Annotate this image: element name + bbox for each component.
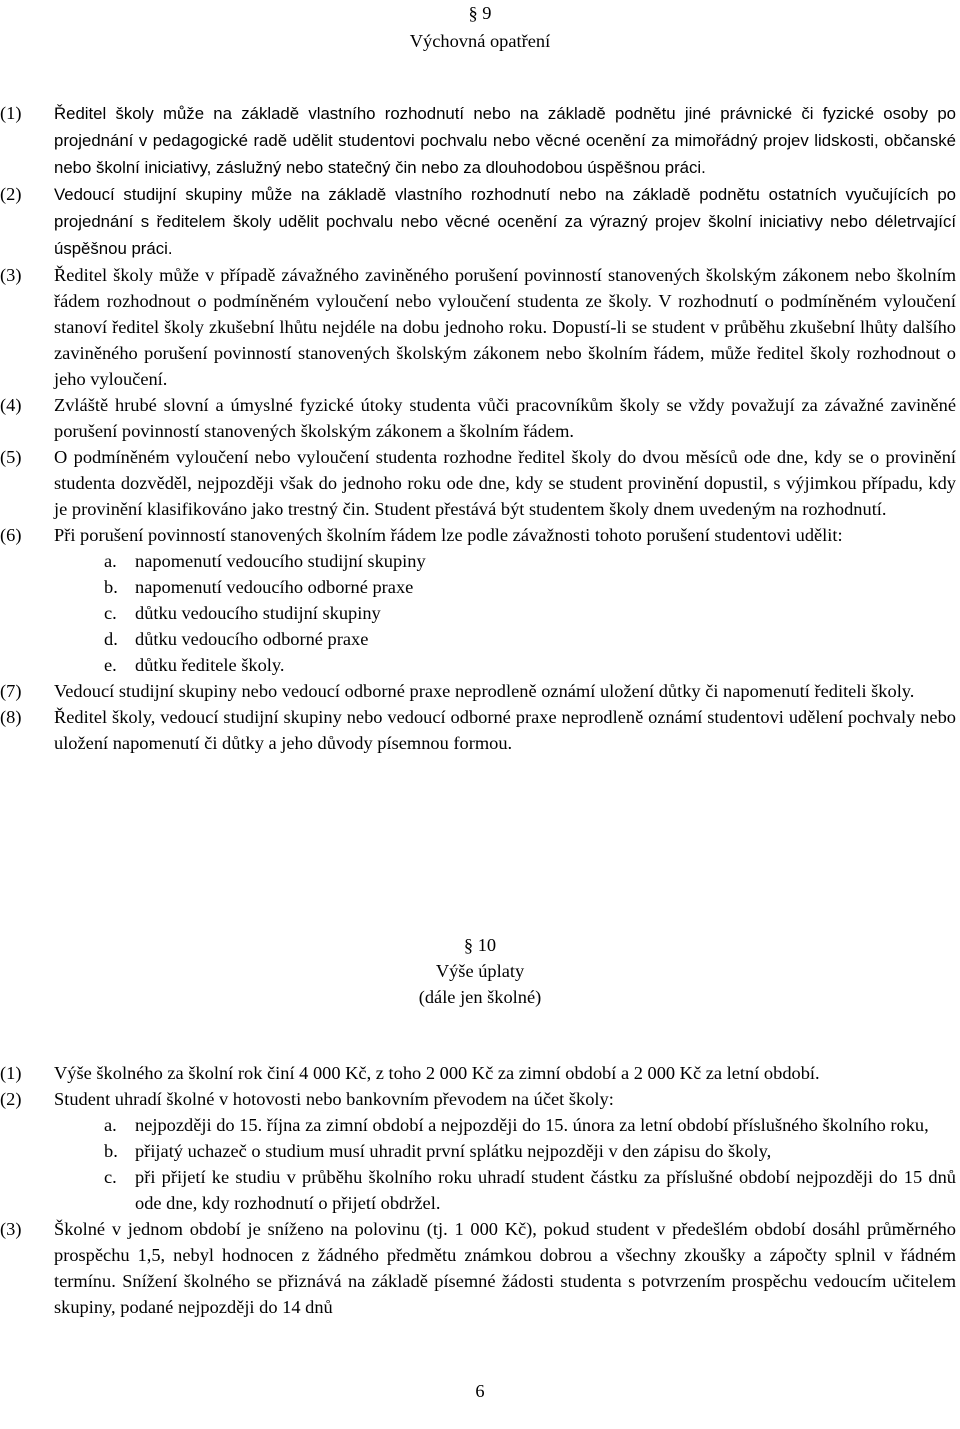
list-item-text: napomenutí vedoucího studijní skupiny [135,551,426,571]
section-9-body [0,100,960,756]
paragraph-text: Ředitel školy, vedoucí studijní skupiny nebo vedoucí odborné praxe neprodleně oznámí studentovi udělení pochvaly nebo uložení napomenutí či důtky a jeho důvody písemnou formou. [54,707,956,753]
section-10-subtitle: (dále jen školné) [418,987,542,1007]
paragraph-9-2 [0,181,960,262]
paragraph-text: Vedoucí studijní skupiny může na základě vlastního rozhodnutí nebo na základě podnětu ostatních vyučujících po projednání s ředitelem školy udělit pochvalu nebo věcné ocenění za výrazný projev školní iniciativy nebo déletrvající úspěšnou práci. [54,185,956,258]
paragraph-number: (2) [0,184,22,204]
paragraph-text: Student uhradí školné v hotovosti nebo bankovním převodem na účet školy: [54,1089,614,1109]
list-marker: c. [104,1167,117,1187]
list-item-10-2-b [0,1138,960,1164]
paragraph-number: (8) [0,707,22,727]
list-item-9-6-a [0,548,960,574]
paragraph-text: Ředitel školy může v případě závažného zaviněného porušení povinností stanovených školským zákonem nebo školním řádem rozhodnout o podmíněném vyloučení nebo vyloučení studenta ze školy. V rozhodnutí o podmíněném vyloučení stanoví ředitel školy zkušební lhůtu nejdéle na dobu jednoho roku. Dopustí-li se student v průběhu zkušební lhůty dalšího zaviněného porušení povinností stanovených školským zákonem nebo školním řádem, může ředitel školy rozhodnout o jeho vyloučení. [54,265,956,389]
paragraph-9-5 [0,444,960,522]
list-marker: a. [104,1115,117,1135]
paragraph-10-2 [0,1086,960,1112]
paragraph-10-1 [0,1060,960,1086]
paragraph-text: Při porušení povinností stanovených školním řádem lze podle závažnosti tohoto porušení studentovi udělit: [54,525,843,545]
paragraph-9-6 [0,522,960,548]
paragraph-9-1 [0,100,960,181]
list-marker: b. [104,1141,118,1161]
paragraph-9-8 [0,704,960,756]
list-item-10-2-c [0,1164,960,1216]
list-item-text: nejpozději do 15. října za zimní období a nejpozději do 15. února za letní období příslušného školního roku, [135,1115,929,1135]
paragraph-number: (7) [0,681,22,701]
section-10-body [0,1060,960,1320]
list-marker: c. [104,603,117,623]
paragraph-number: (3) [0,265,22,285]
list-item-text: důtku vedoucího studijní skupiny [135,603,381,623]
paragraph-number: (4) [0,395,22,415]
paragraph-number: (6) [0,525,22,545]
paragraph-number: (2) [0,1089,22,1109]
paragraph-9-3 [0,262,960,392]
list-item-9-6-d [0,626,960,652]
paragraph-text: Zvláště hrubé slovní a úmyslné fyzické útoky studenta vůči pracovníkům školy se vždy považují za závažné zaviněné porušení povinností stanovených školským zákonem a školním řádem. [54,395,956,441]
section-10-title: Výše úplaty [435,961,525,981]
paragraph-10-3 [0,1216,960,1320]
paragraph-9-4 [0,392,960,444]
list-item-10-2-a [0,1112,960,1138]
paragraph-text: Vedoucí studijní skupiny nebo vedoucí odborné praxe neprodleně oznámí uložení důtky či napomenutí řediteli školy. [54,681,915,701]
paragraph-text: Výše školného za školní rok činí 4 000 Kč, z toho 2 000 Kč za zimní období a 2 000 Kč za letní období. [54,1063,820,1083]
paragraph-text: O podmíněném vyloučení nebo vyloučení studenta rozhodne ředitel školy do dvou měsíců ode dne, kdy se o provinění studenta dozvěděl, nejpozději však do jednoho roku ode dne, kdy se student provinění dopustil, s výjimkou případu, kdy je provinění klasifikováno jako trestný čin. Student přestává být studentem školy dnem uvedeným na rozhodnutí. [54,447,956,519]
list-item-text: přijatý uchazeč o studium musí uhradit první splátku nejpozději v den zápisu do školy, [135,1141,772,1161]
list-marker: d. [104,629,118,649]
list-item-9-6-e [0,652,960,678]
list-item-9-6-c [0,600,960,626]
list-marker: b. [104,577,118,597]
paragraph-number: (5) [0,447,22,467]
paragraph-number: (1) [0,103,22,123]
paragraph-text: Školné v jednom období je sníženo na polovinu (tj. 1 000 Kč), pokud student v předešlém období dosáhl průměrného prospěchu 1,5, nebyl hodnocen z žádného předmětu známkou dobrou a všechny zkoušky a zápočty splnil v řádném termínu. Snížení školného se přiznává na základě písemné žádosti studenta s potvrzením prospěchu vedoucím učitelem skupiny, podané nejpozději do 14 dnů [54,1219,956,1317]
list-item-text: důtku vedoucího odborné praxe [135,629,369,649]
paragraph-9-7 [0,678,960,704]
list-marker: e. [104,655,117,675]
list-item-9-6-b [0,574,960,600]
page-number: 6 [475,1381,485,1401]
section-10-heading [0,932,960,1010]
paragraph-number: (1) [0,1063,22,1083]
list-item-text: při přijetí ke studiu v průběhu školního roku uhradí student částku za příslušné období nejpozději do 15 dnů ode dne, kdy rozhodnutí o přijetí obdržel. [135,1167,956,1213]
paragraph-text: Ředitel školy může na základě vlastního rozhodnutí nebo na základě podnětu jiné právnické či fyzické osoby po projednání v pedagogické radě udělit studentovi pochvalu nebo věcné ocenění za mimořádný projev lidskosti, občanské nebo školní iniciativy, záslužný nebo statečný čin nebo za dlouhodobou úspěšnou práci. [54,104,956,177]
section-9-heading [0,0,960,54]
list-item-text: napomenutí vedoucího odborné praxe [135,577,414,597]
list-item-text: důtku ředitele školy. [135,655,285,675]
list-marker: a. [104,551,117,571]
section-9-sign: § 9 [468,3,492,23]
section-9-title: Výchovná opatření [409,31,551,51]
paragraph-number: (3) [0,1219,22,1239]
section-10-sign: § 10 [463,935,497,955]
